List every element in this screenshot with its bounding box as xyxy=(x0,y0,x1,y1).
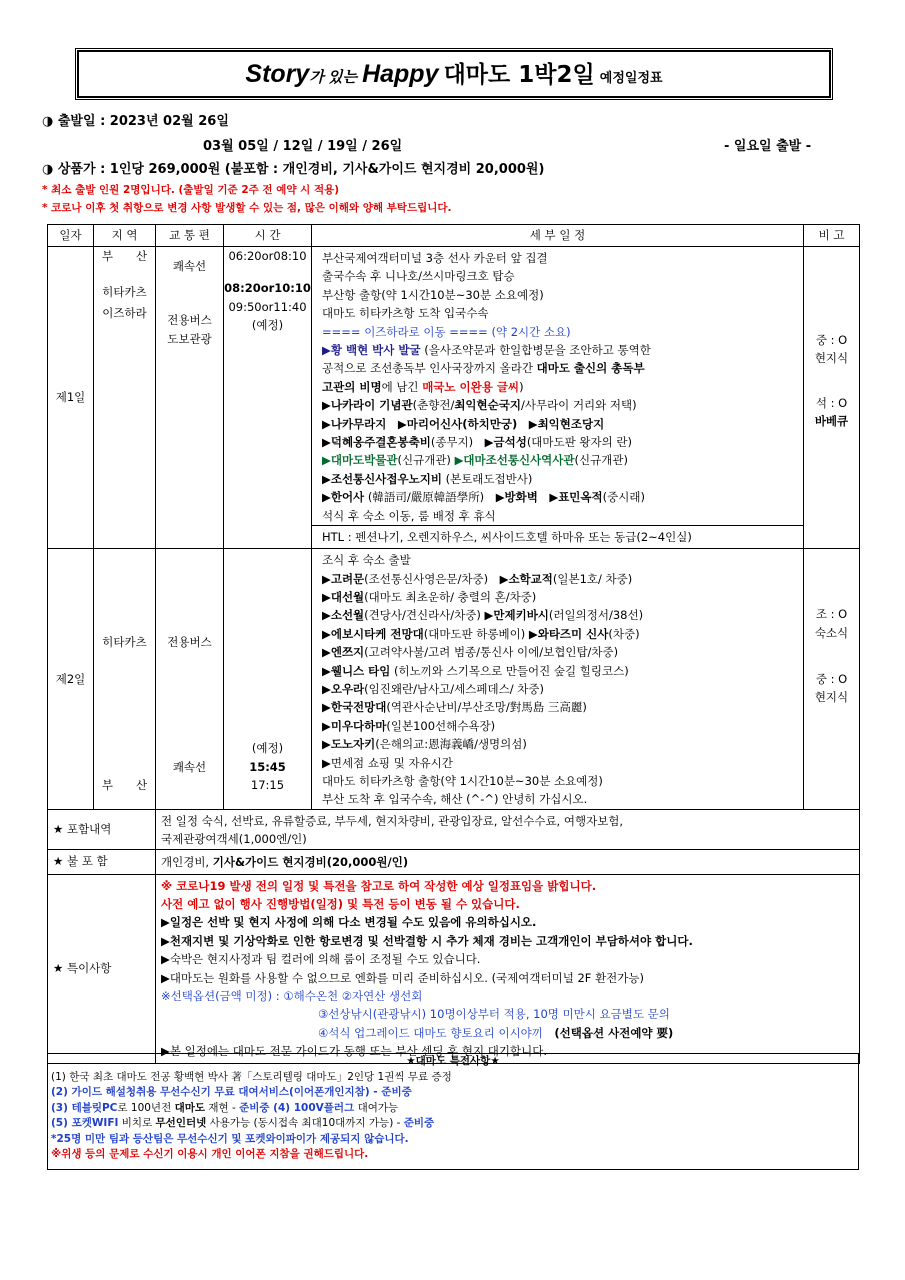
detail-line xyxy=(322,359,803,377)
title-story: Story xyxy=(245,60,310,88)
title-ga: 가 있는 xyxy=(309,69,357,86)
detail-text: (조선통신사영은문/차중) xyxy=(364,571,500,586)
region-busan: 부 산 xyxy=(101,777,148,792)
detail-text: ) xyxy=(519,379,524,394)
detail-bold: ▶방화벽 xyxy=(495,490,538,505)
notice-bold: ▶일정은 선박 및 현지 사정에 의해 다소 변경될 수도 있음에 유의하십시오. xyxy=(161,915,537,930)
special-text: (4) xyxy=(269,1101,294,1114)
detail-text: (중시래) xyxy=(602,490,645,505)
detail-bold: ▶금석성 xyxy=(484,435,527,450)
day2-times xyxy=(224,549,312,810)
detail-bold: 최익현순국지 xyxy=(454,398,521,413)
notice-red: 사전 예고 없이 행사 진행방법(일정) 및 특전 등이 변동 될 수 있습니다. xyxy=(161,897,520,911)
detail-text: (대마도 최초운하/ 충렬의 혼/차중) xyxy=(364,589,537,604)
header-detail: 세 부 일 정 xyxy=(312,225,804,247)
detail-text: (대마도판 왕자의 란) xyxy=(526,435,632,450)
detail-text: (히노끼와 스기목으로 만들어진 숲길 힐링코스) xyxy=(390,663,629,678)
detail-line xyxy=(322,378,803,396)
detail-line: ==== 이즈하라로 이동 ==== (약 2시간 소요) xyxy=(322,324,571,339)
remark-lunch-type: 현지식 xyxy=(814,690,849,705)
included-row xyxy=(48,809,860,849)
special-text: 대여가능 xyxy=(354,1101,399,1114)
detail-bold: ▶대선월 xyxy=(322,589,365,604)
detail-line: 조식 후 숙소 출발 xyxy=(322,553,411,568)
special-text: 재현 - xyxy=(205,1101,240,1114)
special-line: *25명 미만 팀과 등산팀은 무선수신기 및 포켓와이파이가 제공되지 않습니다. xyxy=(51,1132,409,1145)
time-expected: (예정) xyxy=(251,318,284,333)
detail-bold: ▶표민옥적 xyxy=(537,490,603,505)
excluded-row xyxy=(48,849,860,874)
excluded-bold: 기사&가이드 현지경비(20,000원/인) xyxy=(212,855,409,870)
detail-line xyxy=(322,662,803,680)
special-line xyxy=(48,1116,858,1132)
detail-bold: ▶도노자키 xyxy=(322,737,376,752)
detail-text: (일본100선해수욕장) xyxy=(386,718,496,733)
header-remark: 비 고 xyxy=(804,225,860,247)
special-text: 비치로 xyxy=(118,1117,156,1129)
header-time: 시 간 xyxy=(224,225,312,247)
detail-text: (신규개관) xyxy=(574,453,628,468)
detail-line: 석식 후 숙소 이동, 룸 배정 후 휴식 xyxy=(322,508,496,523)
transport-ferry: 쾌속선 xyxy=(172,259,207,273)
detail-text: (본토래도접반사) xyxy=(441,471,533,486)
special-text: 사용가능 (동시접속 최대10대까지 가능) - xyxy=(206,1117,404,1129)
detail-bold: ▶소학교적 xyxy=(499,571,553,586)
detail-green: ▶대마조선통신사역사관 xyxy=(454,453,575,468)
title-happy: Happy xyxy=(362,60,439,88)
special-notes-content xyxy=(156,874,860,1063)
notice-line: ▶본 일정에는 대마도 전문 가이드가 동행 또는 부산 센딩 후 현지 대기합니다. xyxy=(161,1044,547,1059)
day2-remarks xyxy=(804,549,860,810)
special-text: 무선인터넷 xyxy=(155,1117,207,1129)
day2-region xyxy=(94,549,156,810)
detail-text: 공적으로 조선총독부 인사국장까지 올라간 xyxy=(322,361,537,376)
transport-walking: 도보관광 xyxy=(167,331,212,346)
detail-text: (韓語司/嚴原韓語學所) xyxy=(364,490,496,505)
remark-breakfast-type: 숙소식 xyxy=(814,625,849,640)
header-region: 지 역 xyxy=(94,225,156,247)
remark-breakfast: 조 : O xyxy=(815,607,848,622)
day1-label: 제1일 xyxy=(48,247,94,549)
region-hitakatsu: 히타카츠 xyxy=(102,635,147,650)
special-title: ★대마도 특전사항★ xyxy=(406,1055,500,1067)
special-text: 준비중 xyxy=(239,1101,270,1114)
excluded-text: 개인경비, xyxy=(161,855,213,870)
special-notes-row xyxy=(48,874,860,1063)
transport-bus: 전용버스 xyxy=(167,313,212,328)
day2-transport xyxy=(156,549,224,810)
special-text: 테블릿PC xyxy=(71,1101,118,1114)
special-text: 로 100년전 xyxy=(117,1101,175,1114)
detail-bold: ▶조선통신사접우노지비 xyxy=(322,471,442,486)
excluded-label: ★ 불 포 함 xyxy=(48,849,156,874)
transport-bus: 전용버스 xyxy=(167,635,212,650)
special-notes-label: ★ 특이사항 xyxy=(48,874,156,1063)
departure-date: ◑ 출발일 : 2023년 02월 26일 xyxy=(42,114,229,129)
notice-line: ▶대마도는 원화를 사용할 수 없으므로 엔화를 미리 준비하십시오. (국제여객터미널 2F 환전가능) xyxy=(161,970,644,985)
detail-bold: ▶한어사 xyxy=(322,490,365,505)
day1-details xyxy=(312,247,804,526)
detail-line xyxy=(322,643,803,661)
detail-line xyxy=(322,606,803,624)
detail-text: (차중) xyxy=(608,626,640,641)
remark-dinner: 석 : O xyxy=(815,395,848,410)
day2-details xyxy=(312,549,804,810)
detail-line xyxy=(322,698,803,716)
detail-bold: ▶고려문 xyxy=(322,571,365,586)
detail-text: (을사조약문과 한일합병문을 조안하고 통역한 xyxy=(420,343,651,358)
detail-line xyxy=(322,341,803,359)
special-text: 대마도 xyxy=(174,1101,205,1114)
detail-text: (대마도판 하롱베이) xyxy=(423,626,529,641)
hotel-info: HTL : 펜션나기, 오렌지하우스, 씨사이드호텔 하마유 또는 동급(2~4인실) xyxy=(312,526,804,549)
detail-text: (일본1호/ 차중) xyxy=(552,571,633,586)
departure-dates-more: 03월 05일 / 12일 / 19일 / 26일 xyxy=(203,139,403,154)
day1-remarks xyxy=(804,247,860,549)
time-arrive: 09:50or11:40 xyxy=(228,299,307,314)
option-bold: (선택옵션 사전예약 要) xyxy=(554,1025,674,1040)
title-main: 대마도 1박2일 xyxy=(443,62,595,88)
day1-transport xyxy=(156,247,224,549)
detail-line: 부산항 출항(약 1시간10분~30분 소요예정) xyxy=(322,287,544,302)
note-corona: * 코로나 이후 첫 취항으로 변경 사항 발생할 수 있는 점, 많은 이해와 양해 부탁드립니다. xyxy=(42,202,452,214)
detail-line xyxy=(322,396,803,414)
detail-bold: ▶나카라이 기념관 xyxy=(322,398,413,413)
day2-row xyxy=(48,549,860,810)
included-line: 전 일정 숙식, 선박료, 유류할증료, 부두세, 현지차량비, 관광입장료, 알선수수료, 여행자보험, xyxy=(161,813,624,828)
region-hitakatsu: 히타카츠 xyxy=(102,285,147,300)
transport-ferry: 쾌속선 xyxy=(172,759,207,774)
option-line: ※선택옵션(금액 미정) : ①해수온천 ②자연산 생선회 xyxy=(161,989,423,1004)
remark-lunch: 중 : O xyxy=(815,671,848,686)
detail-bold: ▶에보시타케 전망대 xyxy=(322,626,424,641)
header-day: 일자 xyxy=(48,225,94,247)
title-box xyxy=(77,50,831,98)
detail-line: ▶면세점 쇼핑 및 자유시간 xyxy=(322,755,453,770)
detail-bold: ▶만제키바시 xyxy=(484,608,549,623)
notice-line: ▶숙박은 현지사정과 팀 컬러에 의해 룸이 조정될 수도 있습니다. xyxy=(161,952,481,967)
option-line: ③선상낚시(관광낚시) 10명이상부터 적용, 10명 미만시 요금별도 문의 xyxy=(318,1007,670,1022)
included-line: 국제관광여객세(1,000엔/인) xyxy=(161,832,307,847)
header-transport: 교 통 편 xyxy=(156,225,224,247)
page-title xyxy=(79,52,829,96)
price-line: ◑ 상품가 : 1인당 269,000원 (불포함 : 개인경비, 기사&가이드 현지경비 20,000원) xyxy=(42,162,545,177)
detail-text: (역관사순난비/부산조망/對馬島 三高麗) xyxy=(386,700,587,715)
detail-bold: ▶오우라 xyxy=(322,681,365,696)
remark-lunch-type: 현지식 xyxy=(814,351,849,366)
detail-text: (임진왜란/남사고/세스페데스/ 차중) xyxy=(364,681,544,696)
detail-line xyxy=(322,570,803,588)
special-line: (1) 한국 최초 대마도 전공 황백현 박사 著「스토리텔링 대마도」2인당 1권씩 무료 증정 xyxy=(51,1070,452,1083)
remark-dinner-type: 바베큐 xyxy=(814,414,849,429)
sunday-departure: - 일요일 출발 - xyxy=(724,139,812,154)
detail-text: (러일의정서/38선) xyxy=(548,608,644,623)
itinerary-table xyxy=(47,224,860,1064)
detail-line xyxy=(322,625,803,643)
special-text: (5) xyxy=(51,1117,72,1129)
detail-line: 대마도 히타카츠항 출항(약 1시간10분~30분 소요예정) xyxy=(322,773,603,788)
day2-label: 제2일 xyxy=(48,549,94,810)
detail-line xyxy=(322,588,803,606)
special-text: 100V플러그 xyxy=(293,1101,355,1114)
detail-bold: 대마도 출신의 총독부 xyxy=(536,361,645,376)
detail-bold: ▶와타즈미 신사 xyxy=(528,626,609,641)
region-busan: 부 산 xyxy=(101,249,148,263)
day1-times xyxy=(224,247,312,549)
time-meet: 06:20or08:10 xyxy=(228,249,307,263)
detail-bold: 고관의 비명 xyxy=(322,379,382,394)
special-line xyxy=(48,1101,858,1117)
detail-bold: ▶웰니스 타임 xyxy=(322,663,391,678)
detail-text: (신규개관) xyxy=(397,453,455,468)
option-text: ④석식 업그레이드 대마도 향토요리 이시야끼 xyxy=(318,1025,543,1040)
detail-bold: ▶엔쯔지 xyxy=(322,645,365,660)
detail-line xyxy=(322,488,803,506)
detail-line: 부산 도착 후 입국수속, 해산 (^-^) 안녕히 가십시오. xyxy=(322,792,588,807)
detail-line xyxy=(322,735,803,753)
detail-bold: ▶소선월 xyxy=(322,608,365,623)
title-sub: 예정일정표 xyxy=(599,71,663,86)
excluded-content xyxy=(156,849,860,874)
detail-bold: ▶황 백현 박사 발굴 xyxy=(322,343,421,358)
detail-bold: ▶덕혜옹주결혼봉축비 xyxy=(322,435,431,450)
detail-text: /사무라이 거리와 저택) xyxy=(520,398,637,413)
detail-text: (은해의교:恩海義嶠/생명의섬) xyxy=(375,737,527,752)
time-expected: (예정) xyxy=(251,741,284,756)
table-header xyxy=(48,225,860,247)
detail-line xyxy=(322,680,803,698)
detail-line xyxy=(322,717,803,735)
detail-red: 매국노 이완용 글씨 xyxy=(422,379,520,394)
detail-line xyxy=(322,433,803,451)
detail-line: ▶나카무라지 ▶마리어신사(하치만궁) ▶최익현조당지 xyxy=(322,416,605,431)
detail-line xyxy=(322,470,803,488)
day1-region xyxy=(94,247,156,549)
detail-line: 부산국제여객터미널 3층 선사 카운터 앞 집결 xyxy=(322,251,548,265)
special-line: (2) 가이드 해설청취용 무선수신기 무료 대여서비스(이어폰개인지참) - 준비중 xyxy=(51,1086,412,1098)
option-line xyxy=(161,1024,859,1042)
detail-green: ▶대마도박물관 xyxy=(322,453,398,468)
detail-text: (고려약사불/고려 범종/통신사 이에/보협인탑/차중) xyxy=(364,645,619,660)
detail-text: 에 남긴 xyxy=(381,379,423,394)
special-text: 포켓WIFI xyxy=(71,1117,119,1129)
detail-bold: ▶한국전망대 xyxy=(322,700,387,715)
time-arrive: 17:15 xyxy=(250,777,285,792)
day1-row xyxy=(48,247,860,526)
included-content xyxy=(156,809,860,849)
special-line: ※위생 등의 문제로 수신기 이용시 개인 이어폰 지참을 권해드립니다. xyxy=(51,1148,369,1160)
region-izuhara: 이즈하라 xyxy=(102,305,147,320)
notice-red: ※ 코로나19 발생 전의 일정 및 특전을 참고로 하여 작성한 예상 일정표임을 밝힙니다. xyxy=(161,878,597,893)
time-depart: 08:20or10:10 xyxy=(224,281,311,296)
note-min-people: * 최소 출발 인원 2명입니다. (출발일 기준 2주 전 예약 시 적용) xyxy=(42,184,340,196)
detail-text: (종무지) xyxy=(430,435,485,450)
detail-line: 출국수속 후 니나호/쓰시마링크호 탑승 xyxy=(322,269,515,284)
detail-line: 대마도 히타카츠항 도착 입국수속 xyxy=(322,306,489,321)
special-benefits xyxy=(47,1053,859,1170)
detail-line xyxy=(322,451,803,469)
detail-text: (춘향전/ xyxy=(412,398,455,413)
detail-bold: ▶미우다하마 xyxy=(322,718,387,733)
included-label: ★ 포함내역 xyxy=(48,809,156,849)
remark-lunch: 중 : O xyxy=(815,333,848,347)
special-text: (3) xyxy=(51,1101,72,1114)
detail-text: (견당사/견신라사/차중) xyxy=(364,608,485,623)
time-depart: 15:45 xyxy=(249,759,286,774)
special-text: 준비중 xyxy=(403,1117,435,1129)
notice-bold: ▶천재지변 및 기상악화로 인한 항로변경 및 선박결항 시 추가 체재 경비는 고객개인이 부담하셔야 합니다. xyxy=(161,933,693,948)
